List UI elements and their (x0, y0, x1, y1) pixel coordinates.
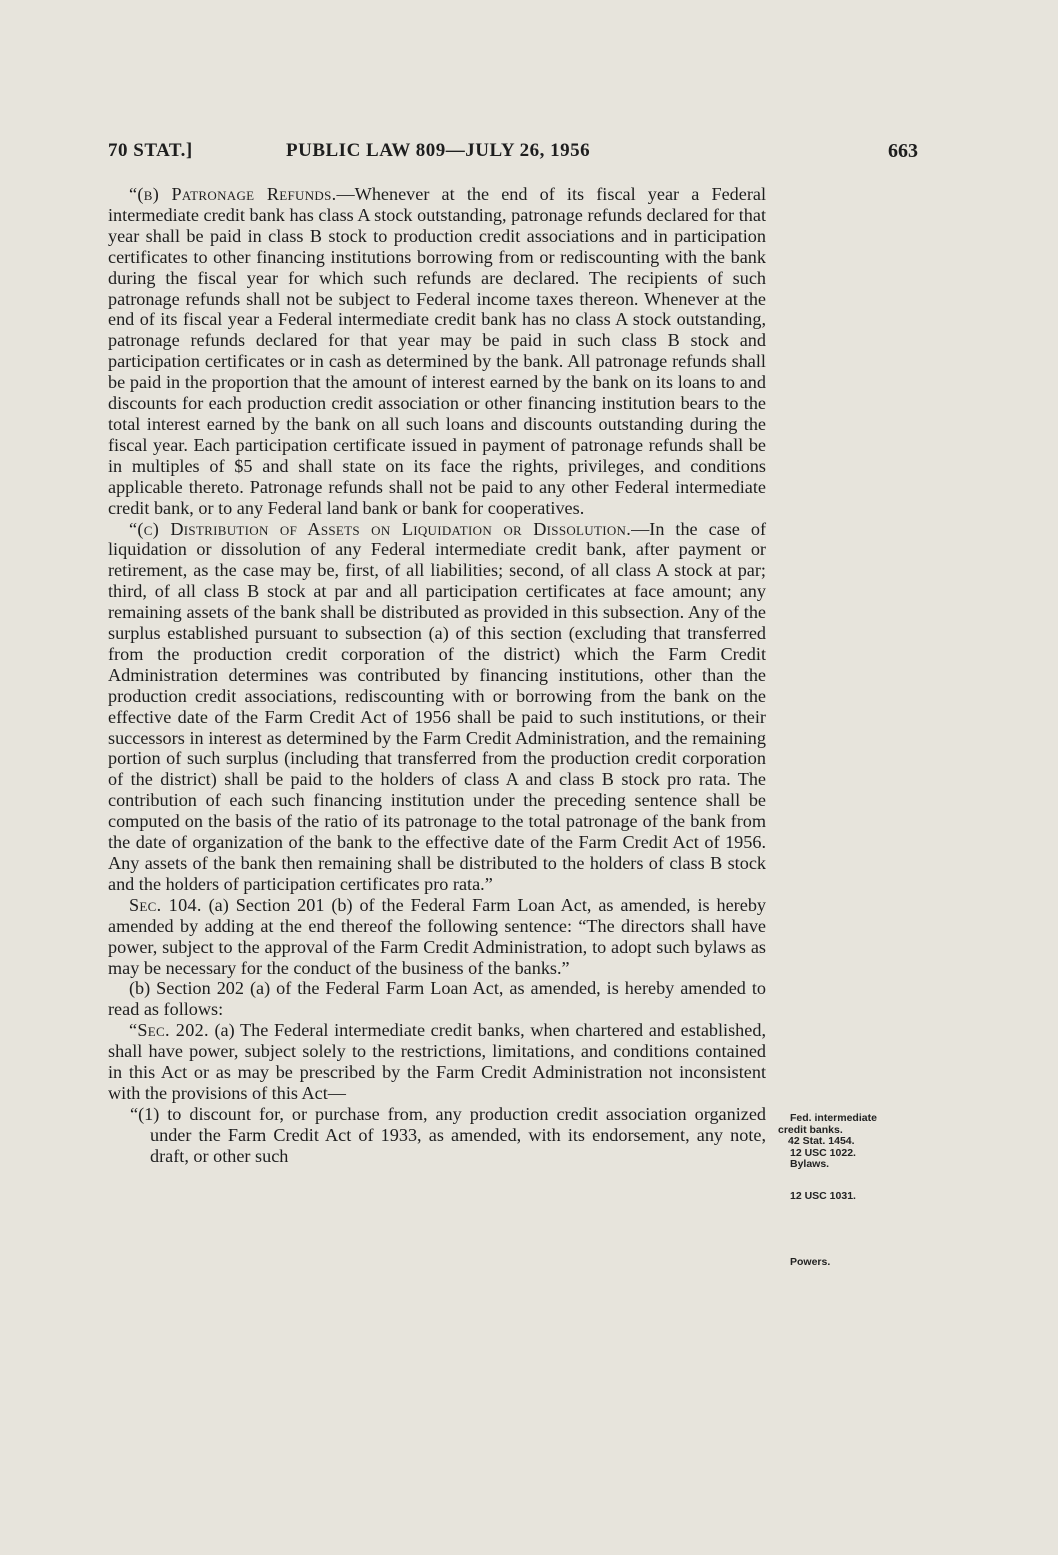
section-heading: Sec. 104. (129, 894, 202, 915)
paragraph-distribution-of-assets (108, 519, 766, 895)
paragraph-sec-104 (108, 895, 766, 979)
margin-note-fed-intermediate (778, 1113, 877, 1171)
paragraph-sec-202 (108, 1020, 766, 1104)
paragraph-text: “(1) to discount for, or purchase from, any production credit association organized under the Farm Credit Act of 1933, as amended, with its endorsement, any note, draft, or other such (130, 1103, 766, 1166)
margin-note-line: 12 USC 1031. (790, 1190, 856, 1202)
margin-note-line: Fed. intermediate (790, 1112, 877, 1124)
paragraph-text: (b) Section 202 (a) of the Federal Farm Loan Act, as amended, is hereby amended to read as follows: (108, 978, 766, 1020)
page-number: 663 (888, 140, 918, 162)
margin-note-12-usc-1031 (790, 1191, 856, 1203)
paragraph-patronage-refunds (108, 184, 766, 519)
section-heading: “Sec. 202. (129, 1020, 209, 1041)
paragraph-sec-104-b (108, 978, 766, 1020)
margin-note-line: 12 USC 1022. (790, 1146, 856, 1159)
section-heading: “(b) Patronage Refunds. (129, 184, 337, 204)
paragraph-text: —Whenever at the end of its fiscal year a Federal intermediate credit bank has class A stock outstanding, patronage refunds declared for that year shall be paid in class B stock to production credit associations and in participation certificates to other financing institutions borrowing from or rediscounting with the bank during the fiscal year for which such refunds are declared. The recipients of such patronage refunds shall not be subject to Federal income taxes thereon. Whenever at the end of its fiscal year a Federal intermediate credit bank has no class A stock outstanding, patronage refunds declared for that year may be paid in such class B stock and participation certificates or in cash as determined by the bank. All patronage refunds shall be paid in the proportion that the amount of interest earned by the bank on its loans to and discounts for each production credit association or other financing institution bears to the total interest earned by the bank on all such loans and discounts outstanding during the fiscal year. Each participation certificate issued in payment of patronage refunds shall be in multiples of $5 and shall state on its face the rights, privileges, and conditions applicable thereto. Patronage refunds shall not be paid to any other Federal intermediate credit bank, or to any Federal land bank or bank for cooperatives. (108, 184, 767, 518)
page-header (108, 140, 918, 170)
paragraph-text: (a) Section 201 (b) of the Federal Farm Loan Act, as amended, is hereby amended by adding at the end thereof the following sentence: “The directors shall have power, subject to the approval of the Farm Credit Administration, to adopt such bylaws as may be necessary for the conduct of the business of the banks.” (108, 894, 767, 978)
margin-note-line: 42 Stat. 1454. (788, 1135, 855, 1147)
law-title: PUBLIC LAW 809—JULY 26, 1956 (286, 140, 591, 161)
paragraph-text: —In the case of liquidation or dissolution of any Federal intermediate credit bank, after payment or retirement, as the case may be, first, of all liabilities; second, of all class A stock at par; third, of all class B stock at par and all participation certificates at face amount; any remaining assets of the bank shall be distributed as provided in this subsection. Any of the surplus established pursuant to subsection (a) of this section (excluding that transferred from the production credit corporation of the district) which the Farm Credit Administration determines was contributed by financing institutions, other than the production credit associations, rediscounting with or borrowing from the bank on the effective date of the Farm Credit Act of 1956 shall be paid to such institutions, or their successors in interest as determined by the Farm Credit Administration, and the remaining portion of such surplus (including that transferred from the production credit corporation of the district) shall be paid to the holders of class A and class B stock pro rata. The contribution of each such financing institution under the preceding sentence shall be computed on the basis of the ratio of its patronage to the total patronage of the bank from the date of organization of the bank to the effective date of the Farm Credit Act of 1956. Any assets of the bank then remaining shall be distributed to the holders of class B stock and the holders of participation certificates pro rata.” (108, 518, 766, 894)
margin-note-line: Powers. (790, 1256, 831, 1268)
paragraph-text: (a) The Federal intermediate credit banks, when chartered and established, shall have power, subject solely to the restrictions, limitations, and conditions contained in this Act or as may be prescribed by the Farm Credit Administration not inconsistent with the provisions of this Act— (108, 1020, 766, 1103)
margin-note-line: Bylaws. (790, 1158, 830, 1170)
volume-reference: 70 STAT.] (108, 140, 193, 161)
margin-note-powers (790, 1257, 830, 1269)
margin-note-line: credit banks. (778, 1123, 843, 1136)
section-heading: “(c) Distribution of Assets on Liquidation or Dissolution. (129, 518, 632, 539)
body-text (108, 184, 766, 1167)
paragraph-item-1 (130, 1103, 766, 1167)
